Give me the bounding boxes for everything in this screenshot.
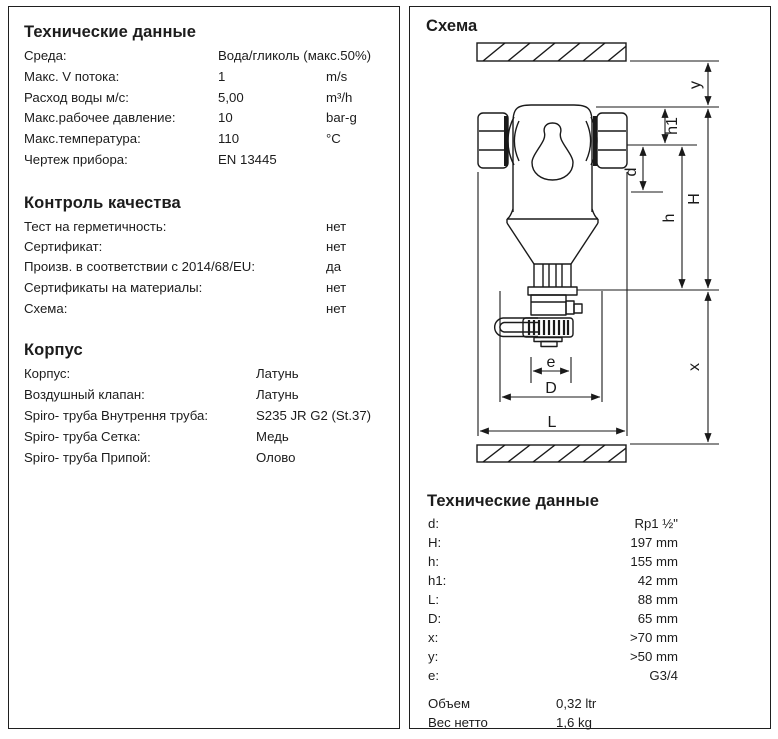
dimension-label: H: — [428, 535, 442, 550]
spec-value: 5,00 — [218, 90, 244, 105]
spec-row — [9, 301, 399, 319]
dim-label-d: d — [623, 167, 640, 177]
spec-value: Медь — [256, 429, 289, 444]
ceiling-hatch-bar — [477, 43, 630, 61]
spec-value: да — [326, 259, 342, 274]
valve-handle — [495, 318, 538, 337]
spec-row — [9, 408, 399, 426]
extension-lines — [478, 61, 719, 444]
spec-value: Вода/гликоль (макс.50%) — [218, 48, 372, 63]
spec-row — [9, 366, 399, 384]
spec-label: Spiro- труба Внутрення труба: — [24, 408, 209, 423]
dimension-label: D: — [428, 611, 442, 626]
spec-value: нет — [326, 280, 347, 295]
dimension-row — [428, 535, 678, 552]
net-weight-label: Вес нетто — [428, 715, 488, 730]
dim-label-L: L — [547, 414, 557, 431]
spec-label: Макс.рабочее давление: — [24, 110, 176, 125]
knurled-wheel — [523, 318, 573, 337]
device-technical-drawing — [410, 7, 770, 485]
device-body-outline — [513, 105, 592, 212]
spec-row — [9, 69, 399, 87]
spec-row — [9, 387, 399, 405]
dimension-labels — [545, 81, 704, 431]
technical-data-panel — [8, 6, 400, 729]
dimension-row — [428, 573, 678, 590]
valve-side-port — [566, 301, 574, 314]
dimension-value: 197 mm — [630, 535, 678, 550]
spec-value: Латунь — [256, 366, 299, 381]
keyhole-vent-opening — [532, 123, 573, 180]
dimension-value: G3/4 — [649, 668, 678, 683]
section-heading-body: Корпус — [24, 341, 83, 359]
spec-label: Сертификаты на материалы: — [24, 280, 203, 295]
dimension-value: 155 mm — [630, 554, 678, 569]
spec-label: Произв. в соответствии с 2014/68/EU: — [24, 259, 255, 274]
spec-label: Расход воды м/с: — [24, 90, 129, 105]
dimension-row — [428, 554, 678, 571]
spec-value: Олово — [256, 450, 296, 465]
dimension-value: >50 mm — [629, 649, 678, 664]
spec-label: Среда: — [24, 48, 67, 63]
section-heading-quality-control: Контроль качества — [24, 194, 181, 212]
dimension-label: h1: — [428, 573, 447, 588]
spec-value: 1 — [218, 69, 226, 84]
spec-label: Макс.температура: — [24, 131, 141, 146]
dim-label-e: e — [546, 354, 556, 371]
spec-value: EN 13445 — [218, 152, 277, 167]
spec-label: Воздушный клапан: — [24, 387, 145, 402]
dimension-row — [428, 630, 678, 647]
dimension-value: 88 mm — [637, 592, 678, 607]
drain-valve — [528, 287, 582, 315]
spec-value: нет — [326, 219, 347, 234]
valve-port-nub — [574, 304, 582, 313]
section-heading-schema: Схема — [426, 17, 478, 35]
spec-row — [9, 450, 399, 468]
dimension-value: 65 mm — [637, 611, 678, 626]
dim-label-x: x — [686, 363, 703, 371]
dimension-value: 42 mm — [637, 573, 678, 588]
spec-value: S235 JR G2 (St.37) — [256, 408, 372, 423]
spec-label: Корпус: — [24, 366, 71, 381]
spec-value: Латунь — [256, 387, 299, 402]
volume-label: Объем — [428, 696, 471, 711]
floor-hatch-bar — [477, 445, 630, 462]
footer-row-volume — [428, 696, 728, 713]
spec-value: 10 — [218, 110, 233, 125]
dim-label-H: H — [686, 193, 703, 205]
spec-value: нет — [326, 301, 347, 316]
spec-row — [9, 259, 399, 277]
spec-row — [9, 131, 399, 149]
volume-value: 0,32 ltr — [556, 696, 597, 711]
dimension-label: e: — [428, 668, 439, 683]
spec-label: Макс. V потока: — [24, 69, 120, 84]
schema-panel — [409, 6, 771, 729]
spec-row — [9, 152, 399, 170]
dimension-label: L: — [428, 592, 439, 607]
dim-label-h: h — [661, 213, 678, 223]
dimension-label: x: — [428, 630, 439, 645]
spec-unit: m/s — [326, 69, 348, 84]
dimension-value: Rp1 ½" — [634, 516, 678, 531]
spec-label: Схема: — [24, 301, 68, 316]
device-lower-cone — [507, 209, 598, 287]
dimension-label: d: — [428, 516, 439, 531]
dim-label-h1: h1 — [664, 117, 681, 135]
spec-row — [9, 90, 399, 108]
dimension-label: h: — [428, 554, 439, 569]
dimension-row — [428, 649, 678, 666]
spec-label: Сертификат: — [24, 239, 103, 254]
spec-label: Spiro- труба Припой: — [24, 450, 151, 465]
footer-row-net-weight — [428, 715, 728, 732]
spec-label: Spiro- труба Сетка: — [24, 429, 141, 444]
spec-row — [9, 239, 399, 257]
dimension-label: y: — [428, 649, 439, 664]
spec-unit: bar-g — [326, 110, 357, 125]
spec-unit: °C — [326, 131, 341, 146]
spec-value: 110 — [218, 131, 240, 146]
drain-outlet — [534, 338, 562, 347]
spec-label: Чертеж прибора: — [24, 152, 128, 167]
dimension-row — [428, 611, 678, 628]
spec-row — [9, 48, 399, 66]
spec-label: Тест на герметичность: — [24, 219, 167, 234]
spec-value: нет — [326, 239, 347, 254]
dimension-row — [428, 592, 678, 609]
net-weight-value: 1,6 kg — [556, 715, 592, 730]
section-heading-dimensions: Технические данные — [427, 492, 600, 510]
section-heading-technical-data: Технические данные — [24, 23, 197, 41]
spec-row — [9, 429, 399, 447]
dimension-row — [428, 516, 678, 533]
dimension-value: >70 mm — [629, 630, 678, 645]
dim-label-D: D — [545, 380, 557, 397]
dimension-row — [428, 668, 678, 685]
spec-row — [9, 280, 399, 298]
dim-label-y: y — [687, 81, 704, 89]
spec-unit: m³/h — [326, 90, 353, 105]
spec-row — [9, 110, 399, 128]
spec-row — [9, 219, 399, 237]
